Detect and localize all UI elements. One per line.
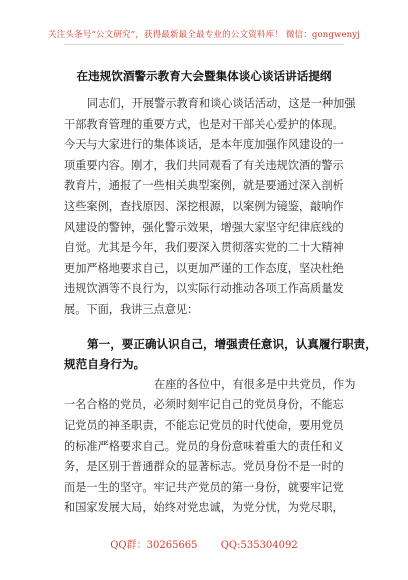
text-line: 同志们，开展警示教育和谈心谈话活动，这是一种加强: [87, 97, 356, 110]
text-line: 风建设的警钟，强化警示效果，增强大家坚守纪律底线的: [64, 220, 344, 234]
section-heading-line: 第一，要正确认识自己，增强责任意识，认真履行职责，: [87, 336, 377, 351]
text-line: 违规饮酒等不良行为，以实际行动推动各项工作高质量发: [64, 282, 344, 296]
text-line: 项重要内容。刚才，我们共同观看了有关违规饮酒的警示: [64, 158, 344, 172]
header-divider: [64, 44, 344, 45]
section-body-first-line: 在座的各位中，有很多是中共党员，作为: [154, 377, 356, 391]
text-line: [64, 375, 356, 396]
text-line: 这些案例，查找原因、深挖根源，以案例为镜鉴，敲响作: [64, 199, 344, 213]
paragraph-intro: [64, 94, 356, 321]
header-banner: 关注头条号“公文研究”，获得最新最全最专业的公文资料库！ 微信：gongwenyj: [47, 30, 361, 40]
document-body: [64, 94, 377, 519]
text-line: 教育片，通报了一些相关典型案例，就是要通过深入剖析: [64, 179, 344, 193]
section-one: [64, 334, 377, 519]
footer-qq: QQ:535304092: [220, 540, 298, 551]
footer-qq-group: QQ群：30265665: [110, 540, 198, 551]
text-line: 的标准严格要求自己。党员的身份意味着重大的责任和义: [64, 439, 344, 453]
paragraph-gap: [64, 321, 344, 334]
footer-contact: [0, 536, 408, 551]
text-line: 而是一生的坚守。牢记共产党员的第一身份，就要牢记党: [64, 480, 344, 494]
text-line: 和国家发展大局，始终对党忠诚，为党分忧，为党尽职，: [64, 501, 344, 515]
text-line: 务，是区别于普通群众的显著标志。党员身份不是一时的: [64, 460, 344, 474]
text-line: 干部教育管理的重要方式，也是对干部关心爱护的体现。: [64, 117, 344, 131]
text-line: 今天与大家进行的集体谈话，是本年度加强作风建设的一: [64, 138, 344, 152]
section-heading-line: 规范自身行为。: [64, 357, 146, 372]
text-line: 一名合格的党员，必须时刻牢记自己的党员身份，不能忘: [64, 398, 344, 412]
document-title: 在违规饮酒警示教育大会暨集体谈心谈话讲话提纲: [76, 69, 332, 83]
text-line: 记党员的神圣职责，不能忘记党员的时代使命，要用党员: [64, 418, 344, 432]
text-line: 展。下面，我讲三点意见：: [64, 302, 199, 316]
text-line: 更加严格地要求自己，以更加严谨的工作态度，坚决杜绝: [64, 261, 344, 275]
text-line: 自觉。尤其是今年，我们要深入贯彻落实党的二十大精神: [64, 241, 344, 255]
